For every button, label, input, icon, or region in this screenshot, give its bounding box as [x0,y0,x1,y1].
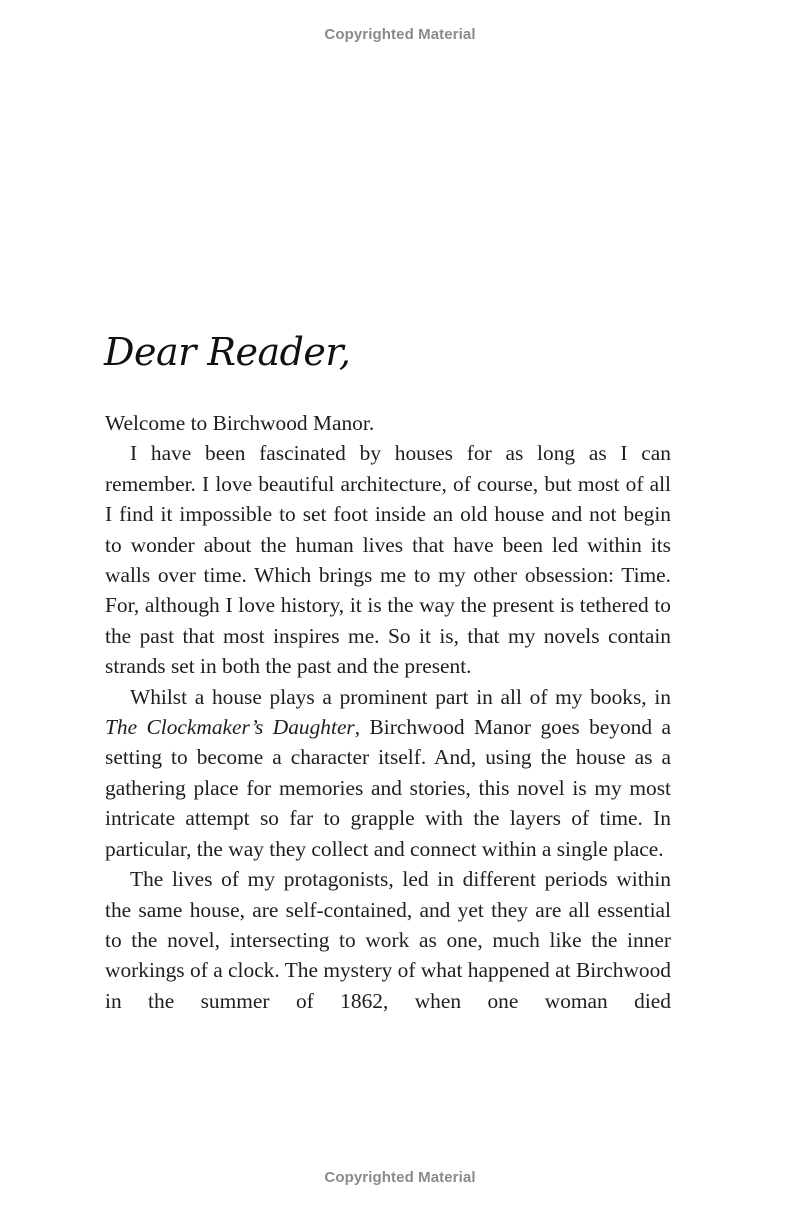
paragraph-birchwood [105,682,671,864]
copyright-watermark-top: Copyrighted Material [324,26,476,43]
paragraph-welcome: Welcome to Birchwood Manor. [105,411,375,435]
paragraph-protagonists: The lives of my protagonists, led in different periods within the same house, are self-contained, and yet they are all essential to the novel, intersecting to work as one, much like the inner workings of a clock. The mystery of what happened at Birchwood in the summer of 1862, when one woman died [105,867,671,1013]
paragraph-houses: I have been fascinated by houses for as long as I can remember. I love beautiful architecture, of course, but most of all I find it impossible to set foot inside an old house and not begin to wonder about the human lives that have been led within its walls over time. Which brings me to my other obsession: Time. For, although I love history, it is the way the present is tethered to the past that most inspires me. So it is, that my novels contain strands set in both the past and the present. [105,441,671,679]
book-title: The Clockmaker’s Daughter [105,715,355,740]
letter-body [105,408,671,1016]
letter-salutation: Dear Reader, [104,330,351,374]
paragraph-birchwood-rest: , Birchwood Manor goes beyond a setting to become a character itself. And, using the house as a gathering place for memories and stories, this novel is my most intricate attempt so far to grapple with the layers of time. In particular, the way they collect and connect within a single place. [105,715,671,861]
paragraph-birchwood-start: Whilst a house plays a prominent part in all of my books, in [130,684,671,709]
copyright-watermark-bottom: Copyrighted Material [324,1169,476,1186]
